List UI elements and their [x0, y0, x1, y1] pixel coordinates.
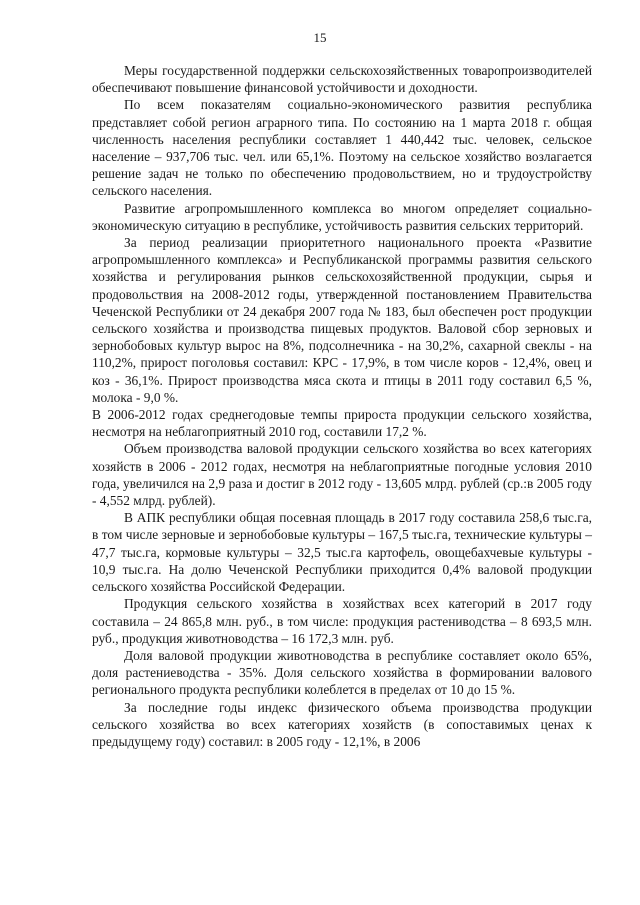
paragraph-agro-complex: Развитие агропромышленного комплекса во многом определяет социально-экономическую ситуацию в республике, устойчивость развития сельских территорий.: [92, 200, 592, 233]
paragraph-gross-output: Объем производства валовой продукции сельского хозяйства во всех категориях хозяйств в 2006 - 2012 годах, несмотря на неблагоприятные погодные условия 2010 года, увеличился на 2,9 раза и достиг в 2012 году - 13,605 млрд. рублей (ср.:в 2005 году - 4,552 млрд. рублей).: [92, 441, 592, 509]
paragraph-national-project: За период реализации приоритетного национального проекта «Развитие агропромышленного комплекса» и Республиканской программы развития сельского хозяйства и регулирования рынков сельскохозяйственной продукции, сырья и продовольствия на 2008-2012 годы, утвержденной постановлением Правительства Чеченской Республики от 24 декабря 2007 года № 183, был обеспечен рост продукции сельского хозяйства и производства пищевых продуктов. Валовой сбор зерновых и зернобобовых культур вырос на 8%, подсолнечника - на 30,2%, сахарной свеклы - на 110,2%, прирост поголовья составил: КРС - 17,9%, в том числе коров - 12,4%, овец и коз - 36,1%. Прирост производства мяса скота и птицы в 2011 году составил 6,5 %, молока - 9,0 %.: [92, 235, 592, 405]
paragraph-growth-rates: В 2006-2012 годах среднегодовые темпы прироста продукции сельского хозяйства, несмотря на неблагоприятный 2010 год, составили 17,2 %.: [92, 407, 592, 440]
paragraph-production-2017: Продукция сельского хозяйства в хозяйствах всех категорий в 2017 году составила – 24 865,8 млн. руб., в том числе: продукция растениводства – 8 693,5 млн. руб., продукция животноводства – 16 172,3 млн. руб.: [92, 596, 592, 646]
paragraph-sown-area: В АПК республики общая посевная площадь в 2017 году составила 258,6 тыс.га, в том числе зерновые и зернобобовые культуры – 167,5 тыс.га, технические культуры – 47,7 тыс.га, кормовые культуры – 32,5 тыс.га картофель, овощебахчевые культуры - 10,9 тыс.га. На долю Чеченской Республики приходится 0,4% валовой продукции сельского хозяйства Российской Федерации.: [92, 510, 592, 595]
paragraph-agrarian-region: По всем показателям социально-экономического развития республика представляет собой регион аграрного типа. По состоянию на 1 марта 2018 г. общая численность населения республики составляет 1 440,442 тыс. человек, сельское население – 937,706 тыс. чел. или 65,1%. Поэтому на сельское хозяйство возлагается решение задач не только по обеспечению продовольствием, но и трудоустройству сельского населения.: [92, 97, 592, 199]
paragraph-physical-volume-index: За последние годы индекс физического объема производства продукции сельского хозяйства во всех категориях хозяйств (в сопоставимых ценах к предыдущему году) составил: в 2005 году - 12,1%, в 2006: [92, 699, 592, 749]
page-number: 15: [313, 30, 327, 45]
paragraph-livestock-share: Доля валовой продукции животноводства в республике составляет около 65%, доля растениеводства - 35%. Доля сельского хозяйства в формировании валового регионального продукта республики колеблется в пределах от 10 до 15 %.: [92, 647, 592, 698]
document-body: [92, 62, 592, 750]
paragraph-state-support: Меры государственной поддержки сельскохозяйственных товаропроизводителей обеспечивают повышение финансовой устойчивости и доходности.: [92, 63, 592, 96]
